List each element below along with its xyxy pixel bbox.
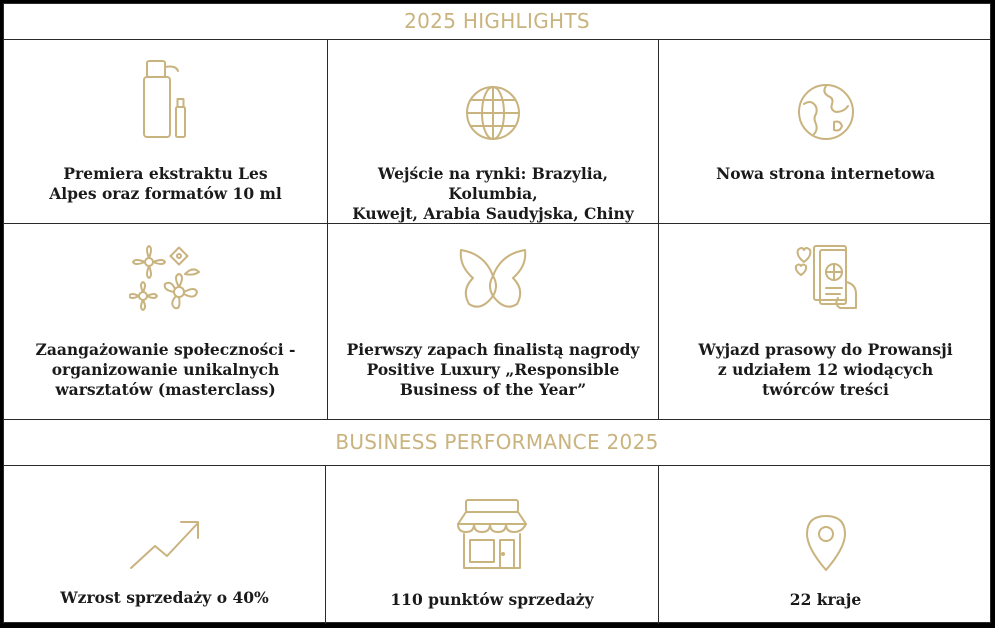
performance-title: BUSINESS PERFORMANCE 2025 — [4, 419, 990, 466]
performance-card — [326, 466, 659, 624]
performance-card — [659, 466, 992, 624]
highlights-row-1 — [4, 40, 990, 224]
highlights-title: 2025 HIGHLIGHTS — [4, 4, 990, 40]
highlight-card — [328, 224, 659, 419]
flowers-icon — [129, 244, 203, 312]
highlight-card — [4, 40, 328, 224]
highlight-caption: Pierwszy zapach finalistą nagrody Positive Luxury „Responsible Business of the Year” — [346, 340, 640, 399]
location-pin-icon — [803, 512, 849, 572]
highlights-row-2 — [4, 224, 990, 419]
storefront-icon — [454, 498, 530, 572]
perfume-bottles-icon — [136, 57, 196, 141]
performance-caption: Wzrost sprzedaży o 40% — [60, 588, 269, 607]
highlight-card — [4, 224, 328, 419]
performance-caption: 22 kraje — [789, 590, 862, 609]
highlight-caption: Wejście na rynki: Brazylia, Kolumbia, Kuwejt, Arabia Saudyjska, Chiny — [352, 164, 634, 223]
performance-row — [4, 466, 990, 624]
earth-icon — [796, 82, 856, 142]
performance-caption: 110 punktów sprzedaży — [390, 590, 594, 609]
highlight-caption: Wyjazd prasowy do Prowansji z udziałem 12 wiodących twórców treści — [698, 340, 953, 399]
highlight-card — [659, 224, 992, 419]
infographic-panel — [3, 3, 991, 623]
press-trip-icon — [790, 244, 862, 312]
highlight-caption: Zaangażowanie społeczności - organizowanie unikalnych warsztatów (masterclass) — [35, 340, 296, 399]
globe-grid-icon — [464, 84, 522, 142]
butterfly-icon — [457, 246, 529, 312]
trend-up-icon — [129, 518, 201, 570]
highlight-caption: Premiera ekstraktu Les Alpes oraz formatów 10 ml — [49, 164, 282, 203]
highlight-caption: Nowa strona internetowa — [716, 164, 935, 183]
highlight-card — [328, 40, 659, 224]
highlight-card — [659, 40, 992, 224]
performance-card — [4, 466, 326, 624]
